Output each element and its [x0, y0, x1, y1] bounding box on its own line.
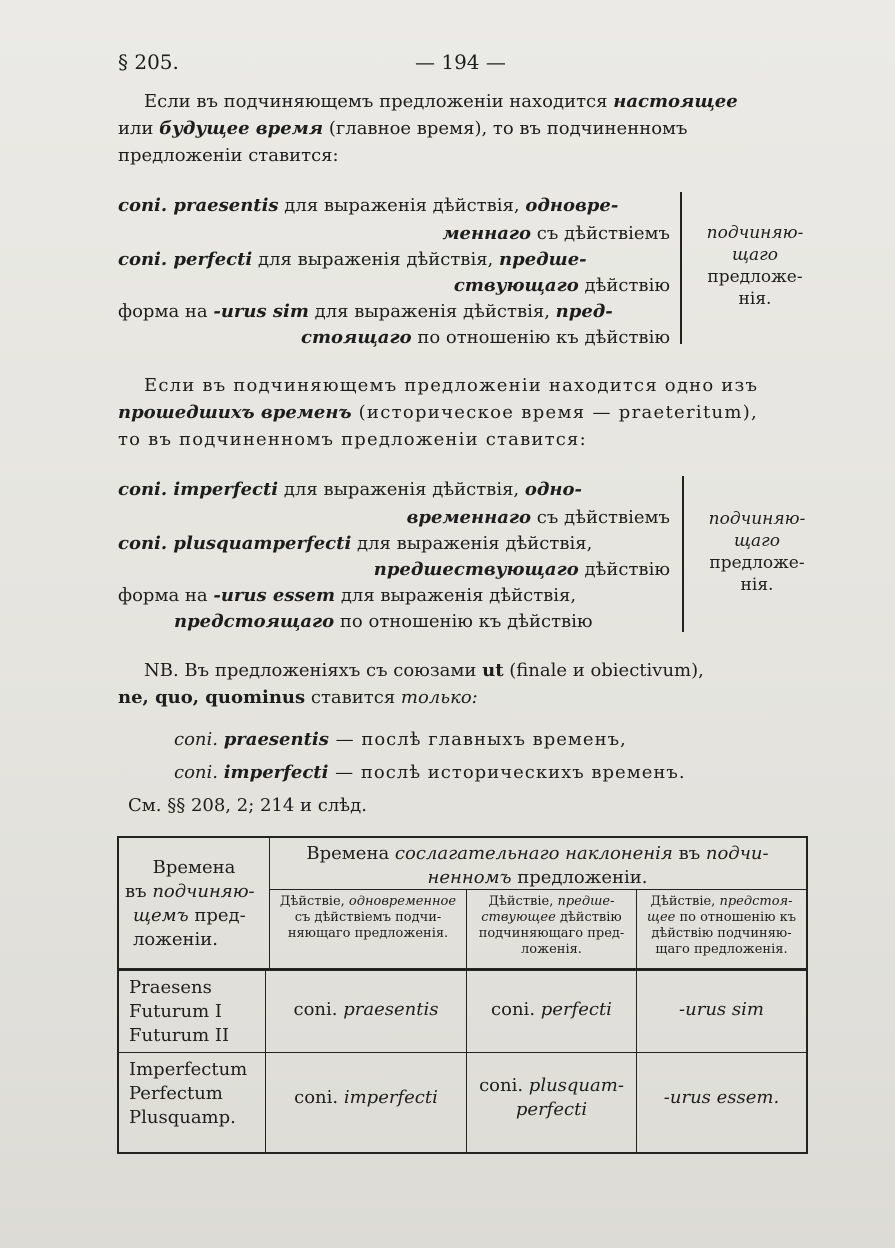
emphasis: пред-: [555, 301, 613, 322]
header-line: [269, 842, 806, 866]
emphasis: ствующаго: [453, 275, 579, 296]
cell-coni-praesentis: [266, 998, 466, 1022]
para1-line3: предложеніи ставится:: [118, 145, 339, 166]
cell-coni-imperfecti: [266, 1086, 466, 1110]
text: по отношенію къ дѣйствію: [334, 611, 593, 632]
header-line: [270, 894, 466, 910]
term: perfecti: [540, 999, 612, 1020]
main-header: [269, 842, 806, 890]
text: дѣйствію: [578, 275, 670, 296]
term: coni. imperfecti: [118, 479, 279, 500]
text: (главное время), то въ подчиненномъ: [323, 118, 688, 139]
tense-label: Perfectum: [129, 1083, 223, 1104]
text: форма на: [118, 301, 214, 322]
header-line: [637, 910, 806, 926]
term: ne, quo, quominus: [118, 687, 306, 708]
emphasis: предше-: [499, 249, 587, 270]
block2-row5: [118, 582, 576, 610]
subheader-prior: [467, 894, 636, 958]
emphasis: щее: [646, 910, 676, 925]
text: coni.: [174, 762, 224, 783]
block1-row1: [118, 192, 618, 220]
subheader-future: [637, 894, 806, 958]
header-line: [119, 880, 269, 904]
text: для выраженія дѣйствія,: [278, 195, 526, 216]
cell-urus-sim: -urus sim: [679, 999, 764, 1020]
cell-coni-plusquamperfecti: [467, 1074, 636, 1122]
emphasis: предстоя-: [719, 894, 793, 909]
para1-line2: [118, 115, 687, 142]
text: Дѣйствіе,: [279, 894, 349, 909]
page-number: — 194 —: [415, 50, 506, 74]
cell-line: [467, 1074, 636, 1098]
emphasis: ненномъ: [427, 867, 512, 888]
emphasis: одно-: [524, 479, 583, 500]
block2-row3: [118, 530, 592, 558]
cell-coni-perfecti: [467, 998, 636, 1022]
block2-row6: [174, 608, 593, 636]
side-line: подчиняю-: [706, 223, 804, 243]
side-line: предложе-: [707, 267, 803, 287]
header-line: няющаго предложенія.: [287, 926, 449, 941]
text: coni.: [174, 729, 224, 750]
rule-historical-tenses: [174, 759, 686, 786]
section-number: § 205.: [118, 50, 179, 74]
header-line: [467, 894, 636, 910]
side-line: предложе-: [709, 553, 805, 573]
text: coni.: [491, 999, 541, 1020]
term: -urus essem: [213, 585, 336, 606]
emphasis: ствующее: [481, 910, 556, 925]
block2-side-note: [697, 508, 817, 596]
text: для выраженія дѣйствія,: [335, 585, 577, 606]
row-divider: [119, 1052, 806, 1053]
subheader-simultaneous: [270, 894, 466, 942]
header-line: дѣйствію подчиняю-: [651, 926, 792, 941]
text: Если въ подчиняющемъ предложеніи находится: [144, 91, 614, 112]
term: praesentis: [223, 729, 329, 750]
nb-line2: [118, 684, 478, 711]
emphasis: меннаго: [442, 223, 532, 244]
header-line: ложеніи.: [133, 929, 218, 950]
emphasis: настоящее: [613, 91, 738, 112]
para2-line1: Если въ подчиняющемъ предложеніи находится одно изъ: [144, 375, 759, 396]
text: по отношенію къ дѣйствію: [411, 327, 670, 348]
see-also: См. §§ 208, 2; 214 и слѣд.: [128, 795, 367, 816]
header-line: съ дѣйствіемъ подчи-: [294, 910, 442, 925]
para1-line1: [144, 88, 738, 115]
term: coni. plusquamperfecti: [118, 533, 352, 554]
tense-label: Futurum I: [129, 1001, 223, 1022]
text: (finale и obiectivum),: [503, 660, 704, 681]
text: съ дѣйствіемъ: [531, 223, 670, 244]
text: для выраженія дѣйствія,: [252, 249, 500, 270]
text: въ: [672, 843, 706, 864]
emphasis: предше-: [557, 894, 615, 909]
text: для выраженія дѣйствія,: [278, 479, 525, 500]
header-line: [637, 894, 806, 910]
text: съ дѣйствіемъ: [531, 507, 670, 528]
emphasis: прошедшихъ временъ: [118, 402, 352, 423]
text: Дѣйствіе,: [650, 894, 720, 909]
text: coni.: [293, 999, 344, 1020]
block1-row6: [301, 324, 670, 352]
tense-label: Futurum II: [129, 1025, 230, 1046]
side-line: нія.: [740, 575, 774, 595]
text: по отношенію къ: [675, 910, 797, 925]
block2-row2: [407, 504, 670, 532]
tense-label: Praesens: [129, 977, 212, 998]
header-line: ложенія.: [521, 942, 582, 957]
side-line: щаго: [732, 245, 778, 265]
tense-table: [117, 836, 808, 1154]
header-line: [119, 904, 269, 928]
emphasis: только:: [400, 687, 478, 708]
term: -urus sim: [213, 301, 309, 322]
term: ut: [482, 660, 504, 681]
text: — послѣ историческихъ временъ.: [328, 762, 686, 783]
emphasis: предстоящаго: [174, 611, 335, 632]
emphasis: сослагательнаго наклоненія: [394, 843, 673, 864]
block1-row5: [118, 298, 613, 326]
emphasis: одновременное: [348, 894, 457, 909]
term: imperfecti: [343, 1087, 438, 1108]
header-line: [269, 866, 806, 890]
text: coni.: [294, 1087, 344, 1108]
emphasis: временнаго: [406, 507, 532, 528]
side-line: нія.: [738, 289, 772, 309]
text: NB. Въ предложеніяхъ съ союзами: [144, 660, 483, 681]
text: Времена: [306, 843, 395, 864]
term: imperfecti: [223, 762, 329, 783]
term: coni. praesentis: [118, 195, 279, 216]
tense-label: Plusquamp.: [129, 1107, 236, 1128]
text: (историческое время — praeteritum),: [351, 402, 759, 423]
header-line: Времена: [152, 857, 236, 878]
text: пред-: [188, 905, 246, 926]
text: въ: [125, 881, 153, 902]
text: Дѣйствіе,: [488, 894, 558, 909]
header-line: [467, 910, 636, 926]
emphasis: щемъ: [133, 905, 189, 926]
para2-line3: то въ подчиненномъ предложеніи ставится:: [118, 429, 587, 450]
corner-header: [119, 856, 269, 952]
text: для выраженія дѣйствія,: [351, 533, 593, 554]
tense-label: Imperfectum: [129, 1059, 248, 1080]
table-row-historical-tenses: [129, 1058, 265, 1130]
side-line: щаго: [734, 531, 780, 551]
term: plusquam-: [528, 1075, 624, 1096]
header-line: щаго предложенія.: [655, 942, 788, 957]
emphasis: стоящаго: [301, 327, 412, 348]
text: ставится: [305, 687, 401, 708]
text: — послѣ главныхъ временъ,: [328, 729, 627, 750]
para2-line2: [118, 399, 758, 426]
block2-row1: [118, 476, 582, 504]
cell-urus-essem: -urus essem.: [663, 1087, 780, 1108]
emphasis: подчиняю-: [152, 881, 255, 902]
block1-side-note: [695, 222, 815, 310]
block1-row3: [118, 246, 587, 274]
text: для выраженія дѣйствія,: [308, 301, 556, 322]
header-line: подчиняющаго пред-: [478, 926, 625, 941]
text: предложеніи.: [511, 867, 648, 888]
block1-brace: [680, 192, 682, 344]
emphasis: будущее время: [159, 118, 324, 139]
table-row-main-tenses: [129, 976, 265, 1048]
text: форма на: [118, 585, 214, 606]
emphasis: предшествующаго: [373, 559, 579, 580]
cell-line: perfecti: [515, 1099, 588, 1120]
block1-row2: [442, 220, 670, 248]
emphasis: одновре-: [525, 195, 619, 216]
header-separator: [119, 968, 806, 971]
emphasis: подчи-: [705, 843, 769, 864]
nb-line1: [144, 657, 704, 684]
text: дѣйствію: [578, 559, 670, 580]
text: дѣйствію: [555, 910, 622, 925]
term: coni. perfecti: [118, 249, 253, 270]
text: или: [118, 118, 160, 139]
text: coni.: [479, 1075, 529, 1096]
block1-row4: [454, 272, 670, 300]
block2-brace: [682, 476, 684, 632]
block2-row4: [374, 556, 670, 584]
rule-main-tenses: [174, 726, 627, 753]
term: praesentis: [343, 999, 439, 1020]
side-line: подчиняю-: [708, 509, 806, 529]
